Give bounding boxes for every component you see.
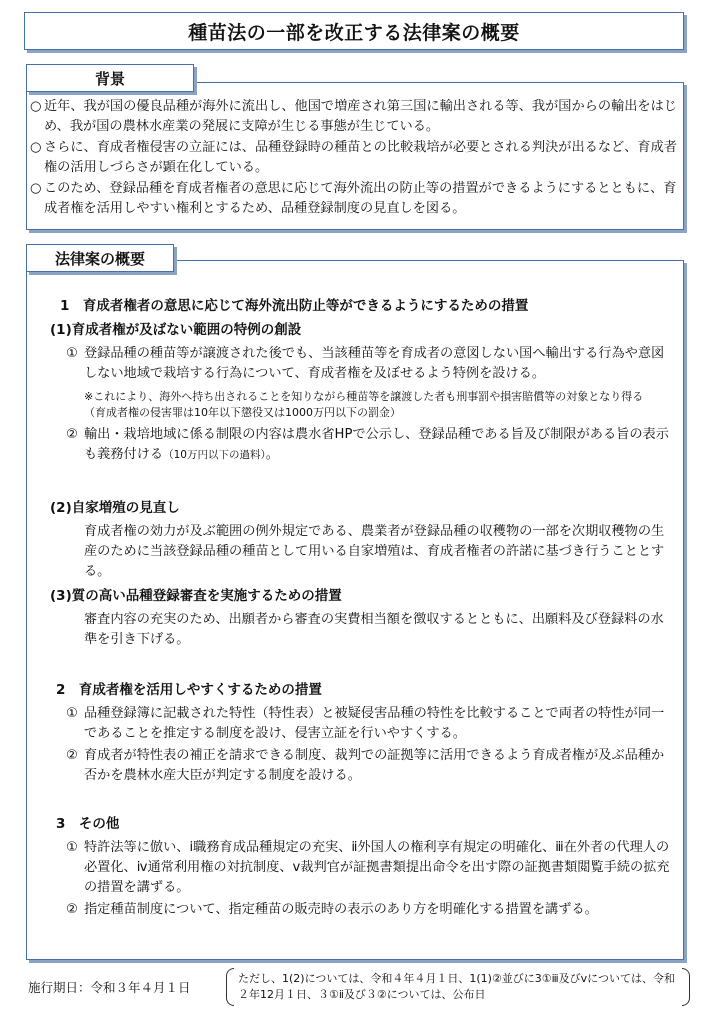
page-title: 種苗法の一部を改正する法律案の概要 [24, 12, 684, 50]
section-1-3-heading: (3)質の高い品種登録審査を実施するための措置 [50, 588, 342, 604]
section-2 [52, 680, 672, 786]
section-1-heading: 1 育成者権者の意思に応じて海外流出防止等ができるようにするための措置 [60, 298, 529, 314]
background-list [30, 97, 680, 220]
section-3 [52, 814, 672, 920]
section-1-2 [50, 498, 670, 582]
section-2-heading: 2 育成者権を活用しやすくするための措置 [56, 682, 322, 698]
section-1-3 [50, 586, 670, 650]
list-item: ① 品種登録簿に記載された特性（特性表）と被疑侵害品種の特性を比較することで両者の特性が同一であることを推定する制度を設け、侵害立証を行いやすくする。 [66, 706, 665, 741]
background-item: ○ このため、登録品種を育成者権者の意思に応じて海外流出の防止等の措置ができるようにするとともに、育成者権を活用しやすい権利とするため、品種登録制度の見直しを図る。 [30, 181, 677, 216]
background-tab: 背景 [26, 64, 194, 92]
section-1 [52, 296, 672, 465]
list-item: ② 育成者が特性表の補正を請求できる制度、裁判での証拠等に活用できるよう育成者権が及ぶ品種か否かを農林水産大臣が判定する制度を設ける。 [66, 748, 665, 783]
bracket-right [682, 968, 690, 1006]
effective-date-note: ただし、1(2)については、令和４年４月１日、1(1)②並びに3①ⅲ及びⅴについては、令和２年12月１日、３①ⅱ及び３②については、公布日 [238, 972, 675, 1001]
list-item: ① 登録品種の種苗等が譲渡された後でも、当該種苗等を育成者の意図しない国へ輸出する行為や意図しない地域で栽培する行為について、育成者権を及ぼせるよう特例を設ける。 [66, 346, 665, 381]
section-1-1-heading: (1)育成者権が及ばない範囲の特例の創設 [50, 322, 302, 338]
section-1-2-text: 育成者権の効力が及ぶ範囲の例外規定である、農業者が登録品種の収穫物の一部を次期収穫物の生産のために当該登録品種の種苗として用いる自家増殖は、育成者権者の許諾に基づき行うこととする。 [84, 524, 665, 579]
note-text: ※これにより、海外へ持ち出されることを知りながら種苗等を譲渡した者も刑事罰や損害賠償等の対象となり得る（育成者権の侵害罪は10年以下懲役又は1000万円以下の罰金） [84, 390, 644, 419]
list-item: ② 指定種苗制度について、指定種苗の販売時の表示のあり方を明確化する措置を講ずる。 [66, 902, 598, 917]
section-1-2-heading: (2)自家増殖の見直し [50, 500, 180, 516]
background-item: ○ さらに、育成者権侵害の立証には、品種登録時の種苗との比較栽培が必要とされる判決が出るなど、育成者権の活用しづらさが顕在化している。 [30, 140, 677, 175]
outline-tab: 法律案の概要 [26, 244, 174, 272]
background-item: ○ 近年、我が国の優良品種が海外に流出し、他国で増産され第三国に輸出される等、我が国からの輸出をはじめ、我が国の農林水産業の発展に支障が生じる事態が生じている。 [30, 99, 677, 134]
effective-date: 施行期日：令和３年４月１日 [28, 980, 191, 995]
list-item: ① 特許法等に倣い、ⅰ職務育成品種規定の充実、ⅱ外国人の権利享有規定の明確化、ⅲ在外者の代理人の必置化、ⅳ通常利用権の対抗制度、ⅴ裁判官が証拠書類提出命令を出す際の証拠書類閲覧手続の拡充の措置を講ずる。 [66, 840, 670, 895]
section-3-heading: 3 その他 [56, 816, 120, 832]
list-item: ② 輸出・栽培地域に係る制限の内容は農水省HPで公示し、登録品種である旨及び制限がある旨の表示も義務付ける（10万円以下の過料）。 [66, 427, 669, 462]
section-1-3-text: 審査内容の充実のため、出願者から審査の実費相当額を徴収するとともに、出願料及び登録料の水準を引き下げる。 [84, 612, 664, 647]
